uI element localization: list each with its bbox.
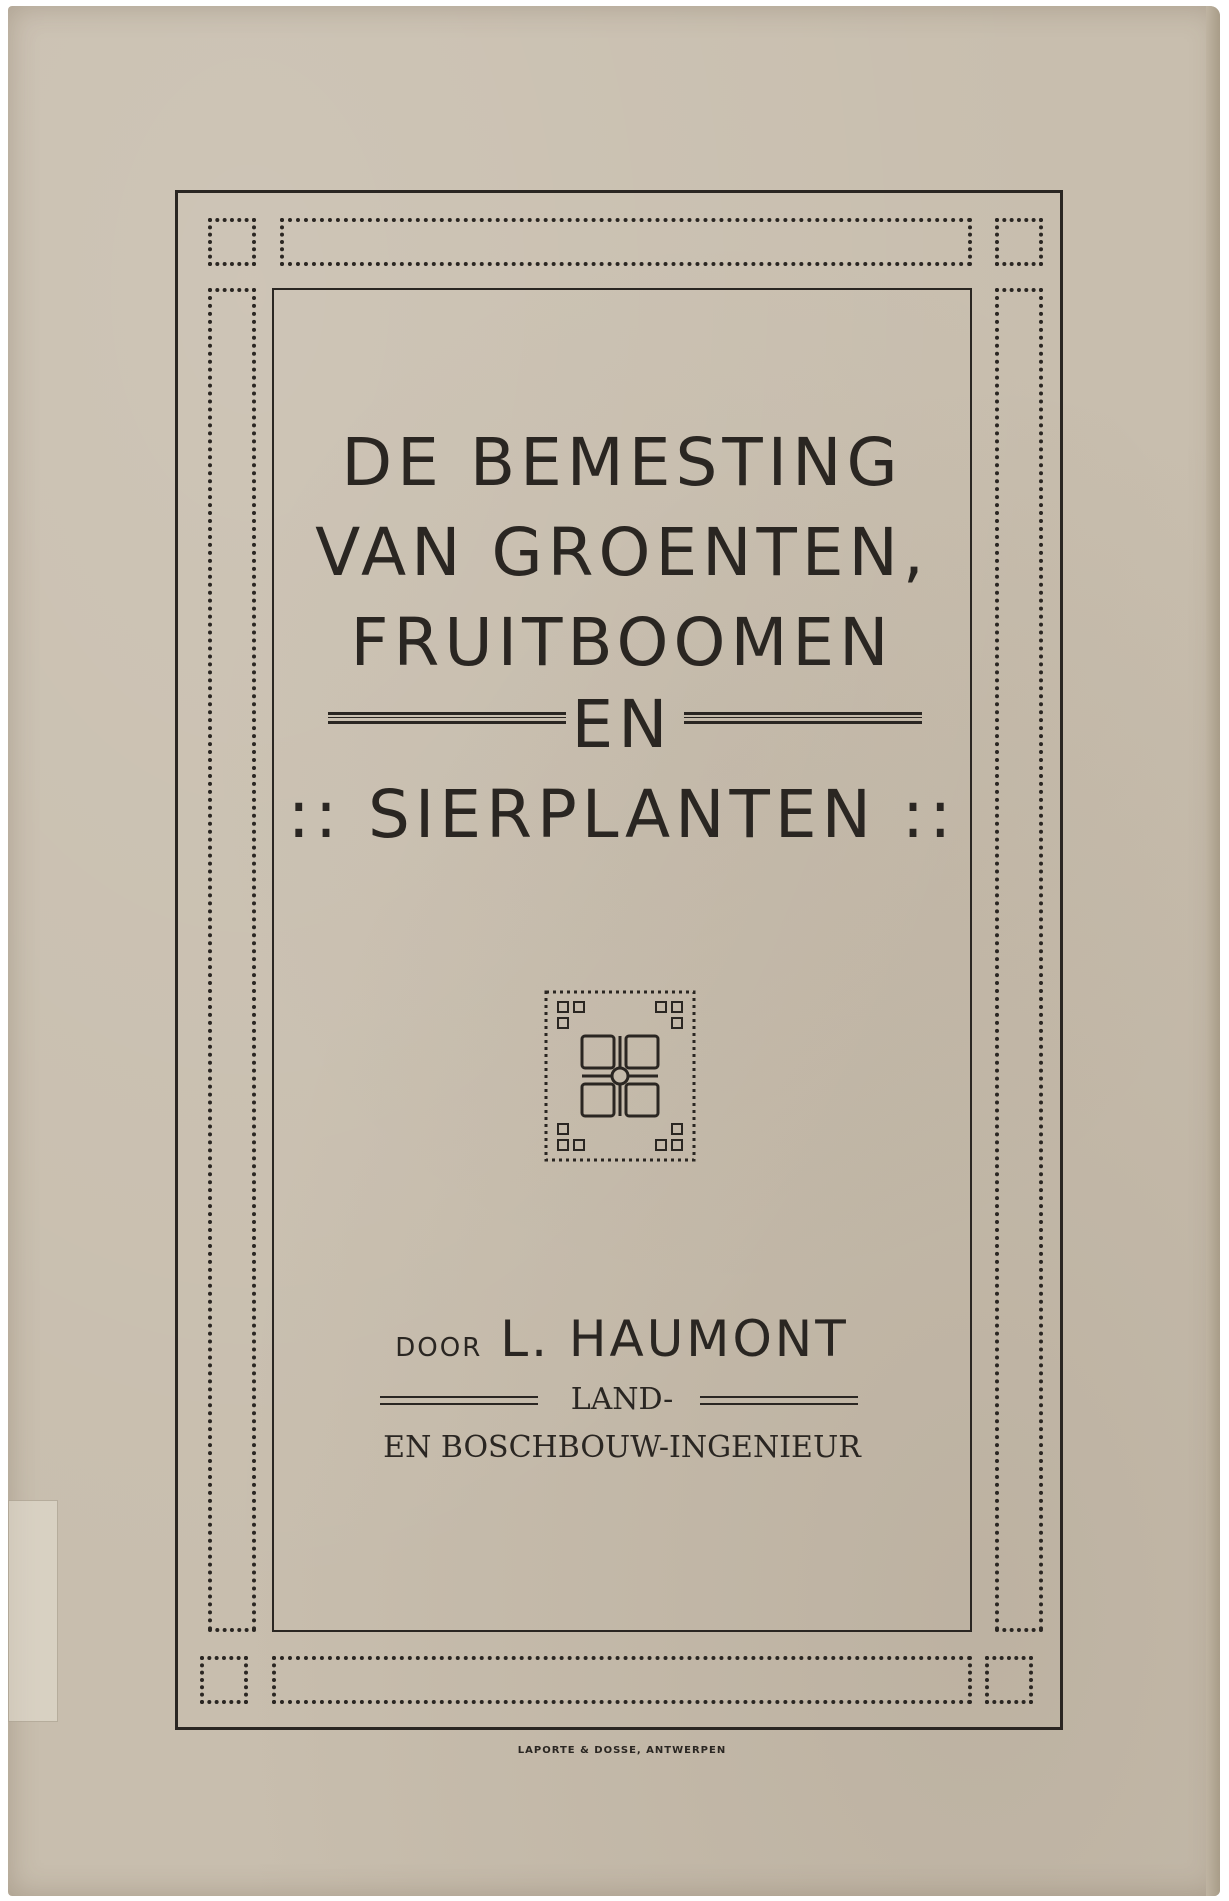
right-dotted-bar (995, 288, 1043, 1632)
bottom-dotted-bar (272, 1656, 972, 1704)
author-role-line-1: LAND- (570, 1382, 674, 1417)
top-right-corner-square (995, 218, 1043, 266)
author-line (272, 1310, 972, 1368)
page-edge (1206, 6, 1220, 1896)
library-label (8, 1500, 58, 1722)
title-rule-right (684, 712, 922, 724)
square-quatrefoil-ornament-icon (542, 988, 698, 1164)
bottom-left-corner-square (200, 1656, 248, 1704)
author-rule-right (700, 1396, 858, 1405)
bottom-right-corner-square (985, 1656, 1033, 1704)
author-role-line-2: EN BOSCHBOUW-INGENIEUR (383, 1430, 861, 1465)
top-left-corner-square (208, 218, 256, 266)
left-dotted-bar (208, 288, 256, 1632)
title-line-3: FRUITBOOMEN (350, 604, 894, 681)
author-prefix: DOOR (395, 1333, 483, 1363)
title-line-2: VAN GROENTEN, (315, 514, 929, 591)
printer-imprint: LAPORTE & DOSSE, ANTWERPEN (517, 1745, 727, 1756)
author-name: L. HAUMONT (500, 1310, 849, 1368)
title-line-5: :: SIERPLANTEN :: (287, 776, 957, 853)
title-line-1: DE BEMESTING (341, 424, 903, 501)
title-line-4: EN (571, 686, 673, 763)
top-dotted-bar (280, 218, 972, 266)
